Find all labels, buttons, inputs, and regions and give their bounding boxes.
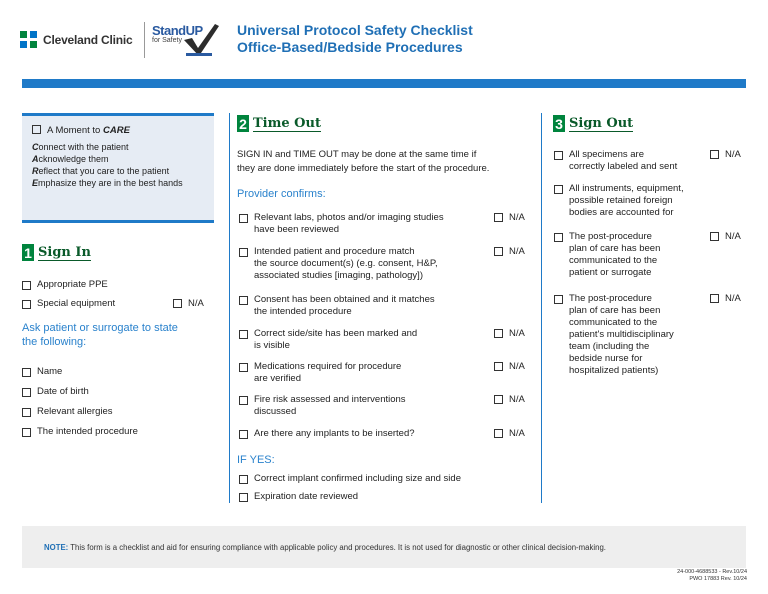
checkbox[interactable] <box>22 300 31 309</box>
sign-out-item[interactable]: The post-procedure plan of care has been communicated to the patient or surrogate <box>554 231 660 279</box>
patient-item-name[interactable]: Name <box>22 366 62 378</box>
patient-item-allergies[interactable]: Relevant allergies <box>22 406 113 418</box>
na-option[interactable]: N/A <box>710 231 741 242</box>
checkbox[interactable] <box>710 150 719 159</box>
checkmark-icon <box>182 22 220 58</box>
cleveland-clinic-logo <box>20 31 133 48</box>
na-option[interactable]: N/A <box>494 246 525 257</box>
column-divider <box>229 113 230 503</box>
checkbox[interactable] <box>239 475 248 484</box>
care-checkbox[interactable] <box>32 125 41 134</box>
checkbox[interactable] <box>239 493 248 502</box>
checkbox[interactable] <box>22 281 31 290</box>
implant-item[interactable]: Expiration date reviewed <box>239 491 358 503</box>
patient-item-dob[interactable]: Date of birth <box>22 386 89 398</box>
checklist-item[interactable]: Special equipment <box>22 298 115 310</box>
time-out-item[interactable]: Are there any implants to be inserted? <box>239 428 415 440</box>
checkbox[interactable] <box>710 294 719 303</box>
care-line: Acknowledge them <box>32 154 109 164</box>
care-line: Reflect that you care to the patient <box>32 166 170 176</box>
page-title: Universal Protocol Safety Checklist Office-Based/Bedside Procedures <box>237 22 473 55</box>
checkbox[interactable] <box>239 214 248 223</box>
na-option[interactable]: N/A <box>494 428 525 439</box>
time-out-item[interactable]: Correct side/site has been marked and is visible <box>239 328 417 352</box>
sign-out-item[interactable]: All instruments, equipment, possible retained foreign bodies are accounted for <box>554 183 684 219</box>
time-out-item[interactable]: Consent has been obtained and it matches the intended procedure <box>239 294 435 318</box>
checkbox[interactable] <box>239 430 248 439</box>
form-codes: 24-000-4688533 - Rev.10/24 PWO 17883 Rev. 10/24 <box>677 569 747 582</box>
checkbox[interactable] <box>239 296 248 305</box>
time-out-item[interactable]: Intended patient and procedure match the source document(s) (e.g. consent, H&P, associated studies [imaging, pathology]) <box>239 246 438 282</box>
checkbox[interactable] <box>239 363 248 372</box>
header-bar <box>22 79 746 88</box>
checkbox[interactable] <box>494 213 503 222</box>
checkbox[interactable] <box>554 295 563 304</box>
na-option[interactable]: N/A <box>494 212 525 223</box>
implant-item[interactable]: Correct implant confirmed including size and side <box>239 473 461 485</box>
na-option[interactable]: N/A <box>494 394 525 405</box>
checkbox[interactable] <box>239 248 248 257</box>
checkbox[interactable] <box>22 368 31 377</box>
checkbox[interactable] <box>554 185 563 194</box>
checkbox[interactable] <box>494 329 503 338</box>
time-out-intro: SIGN IN and TIME OUT may be done at the same time if they are done immediately before the start of the procedure. <box>237 149 490 174</box>
checklist-item[interactable]: Appropriate PPE <box>22 279 108 291</box>
cleveland-clinic-icon <box>20 31 37 48</box>
footer-note: NOTE: This form is a checklist and aid for ensuring compliance with applicable policy and procedures. It is not used for diagnostic or other clinical decision-making. <box>22 526 746 568</box>
provider-confirms-heading: Provider confirms: <box>237 188 326 200</box>
care-title: A Moment to CARE <box>32 125 214 137</box>
sign-out-heading: 3 Sign Out <box>553 115 633 132</box>
care-box <box>22 113 214 223</box>
time-out-item[interactable]: Relevant labs, photos and/or imaging studies have been reviewed <box>239 212 444 236</box>
checkbox[interactable] <box>239 396 248 405</box>
time-out-item[interactable]: Fire risk assessed and interventions discussed <box>239 394 406 418</box>
time-out-heading: 2 Time Out <box>237 115 321 132</box>
na-option[interactable]: N/A <box>173 298 204 309</box>
column-divider <box>541 113 542 503</box>
checkbox[interactable] <box>494 362 503 371</box>
care-line: Emphasize they are in the best hands <box>32 178 183 188</box>
na-option[interactable]: N/A <box>494 361 525 372</box>
checkbox[interactable] <box>554 151 563 160</box>
if-yes-heading: IF YES: <box>237 454 275 466</box>
na-option[interactable]: N/A <box>494 328 525 339</box>
org-name: Cleveland Clinic <box>43 32 133 47</box>
sign-out-item[interactable]: The post-procedure plan of care has been communicated to the patient's multidisciplinary team (including the bedside nurse for hospitalized patients) <box>554 293 674 377</box>
standup-logo: StandUP for Safety <box>152 23 203 44</box>
checkbox[interactable] <box>494 429 503 438</box>
checkbox[interactable] <box>554 233 563 242</box>
time-out-item[interactable]: Medications required for procedure are verified <box>239 361 401 385</box>
logo-divider <box>144 22 145 58</box>
checkbox[interactable] <box>22 428 31 437</box>
na-option[interactable]: N/A <box>710 293 741 304</box>
sign-in-heading: 1 Sign In <box>22 244 91 261</box>
checkbox[interactable] <box>710 232 719 241</box>
checkbox[interactable] <box>494 395 503 404</box>
checkbox[interactable] <box>22 408 31 417</box>
patient-item-procedure[interactable]: The intended procedure <box>22 426 138 438</box>
na-option[interactable]: N/A <box>710 149 741 160</box>
ask-patient-heading: Ask patient or surrogate to state the following: <box>22 322 178 348</box>
checkbox[interactable] <box>239 330 248 339</box>
checkbox[interactable] <box>22 388 31 397</box>
checkbox[interactable] <box>173 299 182 308</box>
checkbox[interactable] <box>494 247 503 256</box>
care-line: Connect with the patient <box>32 142 129 152</box>
sign-out-item[interactable]: All specimens are correctly labeled and sent <box>554 149 677 173</box>
